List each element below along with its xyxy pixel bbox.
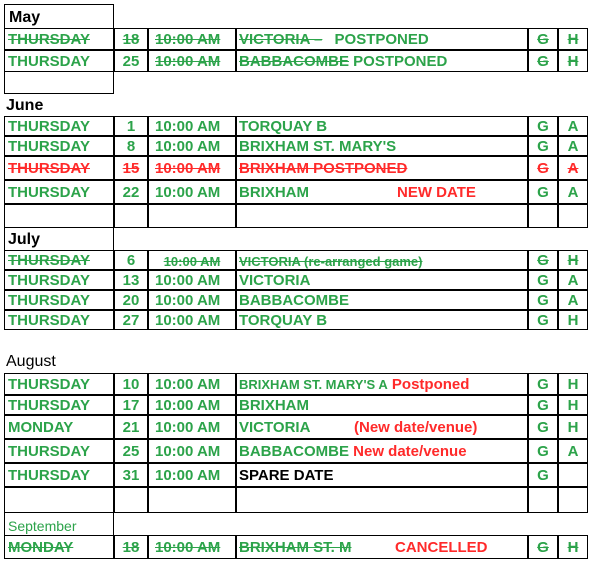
ground-cell: G xyxy=(528,463,558,487)
date-cell: 17 xyxy=(114,395,148,415)
venue-text: BABBACOMBE xyxy=(239,53,349,70)
time-cell: 10:00 AM xyxy=(148,156,236,180)
date-cell: 1 xyxy=(114,116,148,136)
ground-cell: G xyxy=(528,535,558,559)
date-cell: 13 xyxy=(114,270,148,290)
venue-cell xyxy=(236,439,528,463)
home-away-cell: H xyxy=(558,373,588,395)
home-away-cell: H xyxy=(558,395,588,415)
venue-cell: BRIXHAM ST. MARY'S xyxy=(236,136,528,156)
day-cell: THURSDAY xyxy=(4,50,114,72)
date-cell: 18 xyxy=(114,535,148,559)
ground-cell: G xyxy=(528,28,558,50)
time-cell: 10:00 AM xyxy=(148,395,236,415)
time-cell: 10:00 AM xyxy=(148,136,236,156)
time-cell: 10:00 AM xyxy=(148,180,236,204)
ground-cell: G xyxy=(528,439,558,463)
venue-text: BABBACOMBE xyxy=(239,443,349,460)
home-away-cell: A xyxy=(558,270,588,290)
time-cell: 10:00 AM xyxy=(148,50,236,72)
note-text: Postponed xyxy=(391,376,470,393)
month-august: August xyxy=(6,353,56,370)
venue-text: BRIXHAM ST. MARY'S A xyxy=(239,377,388,392)
time-cell: 10:00 AM xyxy=(148,290,236,310)
day-cell: THURSDAY xyxy=(4,156,114,180)
date-cell: 25 xyxy=(114,439,148,463)
blank-cell xyxy=(558,204,588,228)
date-cell: 25 xyxy=(114,50,148,72)
venue-cell xyxy=(236,28,528,50)
ground-cell: G xyxy=(528,116,558,136)
day-cell: THURSDAY xyxy=(4,290,114,310)
day-cell: THURSDAY xyxy=(4,250,114,270)
note-text: (New date/venue) xyxy=(354,419,478,436)
time-cell: 10:00 AM xyxy=(148,373,236,395)
month-may: May xyxy=(4,4,114,28)
blank-cell xyxy=(148,487,236,513)
note-text: CANCELLED xyxy=(395,539,488,556)
ground-cell: G xyxy=(528,180,558,204)
blank-cell xyxy=(114,487,148,513)
venue-cell: TORQUAY B xyxy=(236,310,528,330)
date-cell: 22 xyxy=(114,180,148,204)
ground-cell: G xyxy=(528,415,558,439)
venue-cell: VICTORIA (re-arranged game) xyxy=(236,250,528,270)
ground-cell: G xyxy=(528,50,558,72)
ground-cell: G xyxy=(528,373,558,395)
venue-text: BRIXHAM xyxy=(239,184,309,201)
day-cell: THURSDAY xyxy=(4,116,114,136)
time-cell: 10:00 AM xyxy=(148,28,236,50)
day-cell: THURSDAY xyxy=(4,395,114,415)
blank-cell xyxy=(558,463,588,487)
month-july: July xyxy=(4,228,114,250)
home-away-cell: H xyxy=(558,535,588,559)
home-away-cell: A xyxy=(558,439,588,463)
note-text: NEW DATE xyxy=(397,184,476,201)
venue-text: BRIXHAM ST. M xyxy=(239,539,352,556)
home-away-cell: H xyxy=(558,250,588,270)
venue-cell xyxy=(236,50,528,72)
note-text: New date/venue xyxy=(353,443,467,460)
venue-cell: BRIXHAM POSTPONED xyxy=(236,156,528,180)
home-away-cell: H xyxy=(558,310,588,330)
note-text: POSTPONED xyxy=(334,31,429,48)
day-cell: THURSDAY xyxy=(4,463,114,487)
date-cell: 6 xyxy=(114,250,148,270)
time-cell: 10:00 AM xyxy=(148,463,236,487)
blank-cell xyxy=(148,204,236,228)
blank-cell xyxy=(528,204,558,228)
venue-cell: SPARE DATE xyxy=(236,463,528,487)
day-cell: MONDAY xyxy=(4,415,114,439)
month-september: September xyxy=(4,513,114,535)
day-cell: THURSDAY xyxy=(4,310,114,330)
blank-cell xyxy=(558,487,588,513)
venue-cell: VICTORIA xyxy=(236,270,528,290)
day-cell: THURSDAY xyxy=(4,180,114,204)
time-cell: 10:00 AM xyxy=(148,415,236,439)
time-cell: 10:00 AM xyxy=(148,270,236,290)
blank-cell xyxy=(236,487,528,513)
ground-cell: G xyxy=(528,395,558,415)
day-cell: THURSDAY xyxy=(4,28,114,50)
time-cell: 10:00 AM xyxy=(148,535,236,559)
home-away-cell: A xyxy=(558,136,588,156)
blank-cell xyxy=(528,487,558,513)
blank-cell xyxy=(114,204,148,228)
venue-cell: BABBACOMBE xyxy=(236,290,528,310)
day-cell: MONDAY xyxy=(4,535,114,559)
venue-cell xyxy=(236,180,528,204)
home-away-cell: A xyxy=(558,290,588,310)
venue-cell: BRIXHAM xyxy=(236,395,528,415)
venue-cell xyxy=(236,535,528,559)
month-june: June xyxy=(6,97,44,114)
ground-cell: G xyxy=(528,156,558,180)
home-away-cell: H xyxy=(558,415,588,439)
ground-cell: G xyxy=(528,136,558,156)
date-cell: 27 xyxy=(114,310,148,330)
ground-cell: G xyxy=(528,310,558,330)
venue-cell xyxy=(236,373,528,395)
time-cell: 10:00 AM xyxy=(148,250,236,270)
day-cell: THURSDAY xyxy=(4,136,114,156)
venue-text: VICTORIA – xyxy=(239,31,323,48)
blank-cell xyxy=(236,204,528,228)
date-cell: 18 xyxy=(114,28,148,50)
day-cell: THURSDAY xyxy=(4,270,114,290)
blank-cell xyxy=(4,487,114,513)
home-away-cell: H xyxy=(558,28,588,50)
time-cell: 10:00 AM xyxy=(148,116,236,136)
blank-cell xyxy=(4,204,114,228)
venue-cell: TORQUAY B xyxy=(236,116,528,136)
date-cell: 15 xyxy=(114,156,148,180)
time-cell: 10:00 AM xyxy=(148,310,236,330)
home-away-cell: A xyxy=(558,156,588,180)
date-cell: 21 xyxy=(114,415,148,439)
venue-cell xyxy=(236,415,528,439)
ground-cell: G xyxy=(528,270,558,290)
blank-cell xyxy=(4,72,114,94)
home-away-cell: A xyxy=(558,180,588,204)
venue-text: VICTORIA xyxy=(239,419,311,436)
day-cell: THURSDAY xyxy=(4,439,114,463)
date-cell: 20 xyxy=(114,290,148,310)
ground-cell: G xyxy=(528,250,558,270)
home-away-cell: A xyxy=(558,116,588,136)
home-away-cell: H xyxy=(558,50,588,72)
date-cell: 8 xyxy=(114,136,148,156)
date-cell: 31 xyxy=(114,463,148,487)
date-cell: 10 xyxy=(114,373,148,395)
ground-cell: G xyxy=(528,290,558,310)
time-cell: 10:00 AM xyxy=(148,439,236,463)
day-cell: THURSDAY xyxy=(4,373,114,395)
note-text: POSTPONED xyxy=(353,53,448,70)
